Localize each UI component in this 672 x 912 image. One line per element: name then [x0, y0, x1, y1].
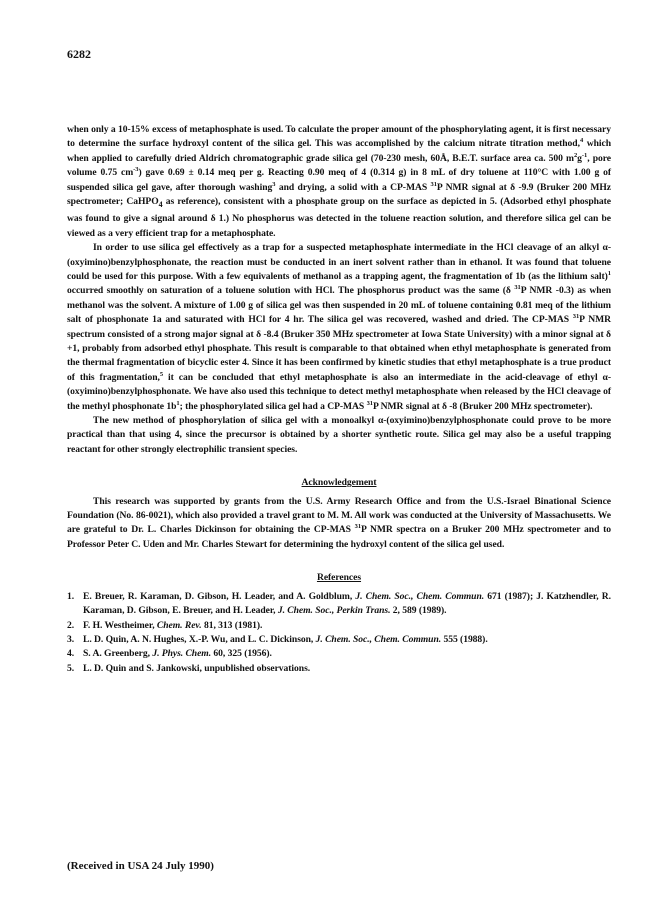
- text-run: 671 (1987); J. Katzhendler, R. Karaman, D. Gibson, E. Breuer, and H. Leader,: [83, 590, 611, 617]
- body-paragraph: [67, 414, 611, 457]
- reference-number: 4.: [67, 648, 75, 660]
- article-body: [67, 123, 611, 676]
- text-run: ) gave 0.69 ± 0.14 meq per g. Reacting 0.90 meq of 4 (0.314 g) in 8 mL of dry toluene at 110°C with 1.00 g of suspended silica gel gave, after thorough washing: [67, 167, 612, 193]
- text-run: occurred smoothly on saturation of a toluene solution with HCl. The phosphorus product was the same (δ: [67, 285, 515, 297]
- page-number: 6282: [67, 47, 91, 61]
- journal-title: J. Chem. Soc., Chem. Commun.: [355, 590, 485, 602]
- acknowledgement-heading: Acknowledgement: [301, 477, 377, 489]
- text-run: L. D. Quin and S. Jankowski, unpublished observations.: [83, 662, 311, 674]
- body-paragraphs: [67, 123, 611, 457]
- references-heading: References: [316, 572, 362, 584]
- text-run: This research was supported by grants from the U.S. Army Research Office and from the U.S.-Israel Binational Science Foundation (No. 86-0021), which also provided a travel grant to M. M. All work was conducted at the University of Massachusetts. We are grateful to Dr. L. Charles Dickinson for obtaining the CP-MAS: [67, 495, 611, 536]
- superscript: 31: [514, 284, 521, 292]
- journal-title: Chem. Rev.: [156, 619, 202, 631]
- reference-item: [67, 619, 611, 633]
- text-run: 2, 589 (1989).: [390, 605, 447, 617]
- reference-item: [67, 662, 611, 676]
- text-run: ; the phosphorylated silica gel had a CP-MAS: [179, 400, 367, 412]
- text-run: P NMR spectra on a Bruker 200 MHz spectrometer and to Professor Peter C. Uden and Mr. Charles Stewart for determining the hydroxyl content of the silica gel used.: [67, 524, 612, 550]
- text-run: P NMR signal at δ -9.9 (Bruker 200 MHz spectrometer; CaHPO: [67, 181, 611, 208]
- journal-title: J. Phys. Chem.: [152, 648, 212, 660]
- reference-number: 5.: [67, 662, 75, 674]
- superscript: 2: [573, 151, 578, 159]
- text-run: S. A. Greenberg,: [83, 648, 153, 660]
- text-run: 555 (1988).: [441, 633, 488, 645]
- superscript: 31: [430, 180, 437, 188]
- text-run: F. H. Westheimer,: [83, 619, 157, 631]
- superscript: 1: [607, 269, 611, 277]
- superscript: -3: [133, 166, 139, 174]
- text-run: it can be concluded that ethyl metaphosphate is also an intermediate in the acid-cleavage of ethyl α-(oxyimino)benzylphosphonate. We have also used this technique to detect methyl metaphosphate when released by the HCl cleavage of the methyl phosphonate 1b: [67, 371, 611, 412]
- references-list: [67, 590, 611, 676]
- reference-item: [67, 647, 611, 661]
- reference-item: [67, 633, 611, 647]
- acknowledgement-text: [67, 495, 611, 553]
- text-run: P NMR -0.3) as when methanol was the solvent. A mixture of 1.00 g of silica gel was then suspended in 20 mL of toluene containing 0.81 meq of the lithium salt of phosphonate 1a and saturated with HCl for 4 hr. The silica gel was recovered, washed and dried. The CP-MAS: [67, 285, 612, 326]
- text-run: 81, 313 (1981).: [201, 619, 263, 631]
- text-run: , pore volume 0.75 cm: [67, 152, 611, 179]
- text-run: which when applied to carefully dried Aldrich chromatographic grade silica gel (70-230 mesh, 60Å, B.E.T. surface area ca. 500 m: [67, 138, 611, 164]
- superscript: 5: [159, 370, 164, 378]
- superscript: 31: [366, 399, 373, 407]
- text-run: The new method of phosphorylation of silica gel with a monoalkyl α-(oxyimino)benzylphosphonate could prove to be more practical than that using 4, since the precursor is obtained by a shorter synthetic route. Silica gel may also be a useful trapping reactant for other strongly electrophilic transient species.: [67, 415, 611, 455]
- text-run: P NMR spectrum consisted of a strong major signal at δ -8.4 (Bruker 350 MHz spectrometer at Iowa State University) with a minor signal at δ +1, probably from adsorbed ethyl phosphate. This result is comparable to that obtained when ethyl metaphosphate is generated from the thermal fragmentation of bicyclic ester 4. Since it has been confirmed by kinetic studies that ethyl metaphosphate is a true product of this fragmentation,: [67, 314, 611, 383]
- body-paragraph: [67, 123, 611, 241]
- text-run: L. D. Quin, A. N. Hughes, X.-P. Wu, and L. C. Dickinson,: [83, 633, 316, 645]
- text-run: In order to use silica gel effectively as a trap for a suspected metaphosphate intermediate in the HCl cleavage of an alkyl α-(oxyimino)benzylphosphonate, the reaction must be conducted in an inert solvent rather than in ethanol. It was found that toluene could be used for this purpose. With a few equivalents of methanol as a trapping agent, the fragmentation of 1b (as the lithium salt): [67, 242, 611, 282]
- text-run: and drying, a solid with a CP-MAS: [275, 181, 431, 193]
- superscript: 31: [354, 523, 362, 531]
- text-run: as reference), consistent with a phosphate group on the surface as depicted in 5. (Adsorbed ethyl phosphate was found to give a signal around δ 1.) No phosphorus was detected in the toluene reaction solution, and therefore silica gel can be viewed as a very efficient trap for a metaphosphate.: [67, 196, 611, 239]
- text-run: E. Breuer, R. Karaman, D. Gibson, H. Leader, and A. Goldblum,: [83, 590, 356, 602]
- superscript: 1: [176, 399, 180, 407]
- reference-item: [67, 590, 611, 619]
- text-run: P NMR signal at δ -8 (Bruker 200 MHz spectrometer).: [372, 400, 593, 412]
- text-run: when only a 10-15% excess of metaphosphate is used. To calculate the proper amount of the phosphorylating agent, it is first necessary to determine the surface hydroxyl content of the silica gel. This was accomplished by the calcium nitrate titration method,: [67, 124, 611, 150]
- body-paragraph: [67, 241, 611, 414]
- reference-number: 2.: [67, 619, 75, 631]
- journal-title: J. Chem. Soc., Perkin Trans.: [277, 605, 391, 617]
- reference-number: 1.: [67, 590, 75, 602]
- superscript: 4: [579, 137, 584, 145]
- reference-number: 3.: [67, 633, 75, 645]
- journal-title: J. Chem. Soc., Chem. Commun.: [315, 633, 442, 645]
- superscript: 31: [572, 313, 580, 320]
- text-run: g: [577, 152, 582, 164]
- superscript: -1: [581, 151, 588, 159]
- superscript: 3: [272, 180, 276, 188]
- text-run: 60, 325 (1956).: [211, 648, 272, 660]
- received-date: (Received in USA 24 July 1990): [67, 860, 214, 872]
- subscript: 4: [158, 199, 163, 209]
